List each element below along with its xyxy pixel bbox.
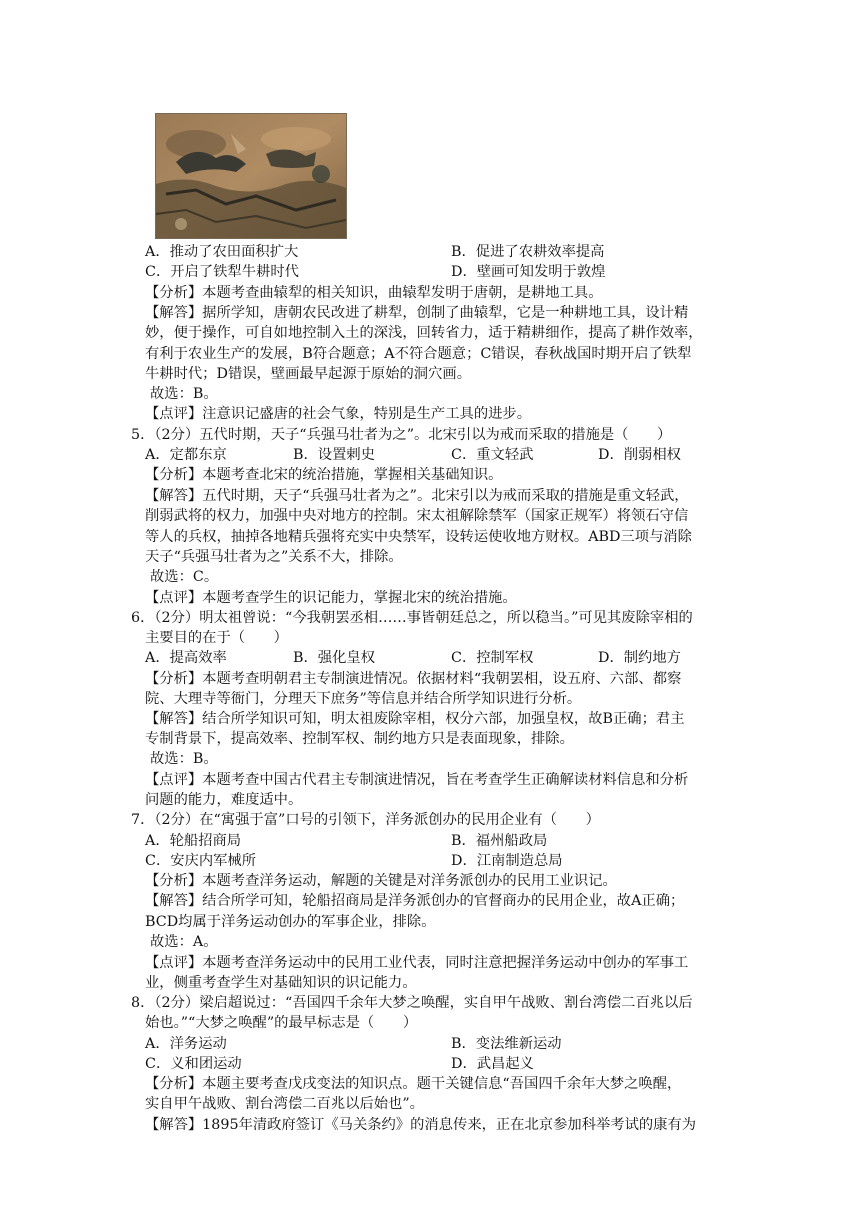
answer-text: 妙，便于操作，可自如地控制入土的深浅，回转省力，适于精耕细作，提高了耕作效率， <box>145 325 703 341</box>
option-d: D．制约地方 <box>598 650 681 666</box>
choice-text: 故选：B。 <box>150 751 218 767</box>
comment-text: 【点评】本题考查中国古代君主专制演进情况，旨在考查学生正确解读材料信息和分析 <box>145 772 689 788</box>
option-a: A．洋务运动 <box>145 1036 227 1052</box>
answer-text: 【解答】据所学知，唐朝农民改进了耕犁，创制了曲辕犁，它是一种耕地工具，设计精 <box>145 305 689 321</box>
options-row <box>145 262 745 282</box>
answer-text: BCD均属于洋务运动创办的军事企业，排除。 <box>145 914 436 930</box>
option-a: A．定都东京 <box>145 447 227 463</box>
option-c: C．安庆内军械所 <box>145 853 257 869</box>
analysis-text: 【分析】本题主要考查戊戌变法的知识点。题干关键信息“吾国四千余年大梦之唤醒， <box>145 1076 682 1092</box>
option-b: B．福州船政局 <box>451 833 548 849</box>
question-stem: 5．（2分）五代时期，天子“兵强马壮者为之”。北宋引以为戒而采取的措施是（ ） <box>131 427 672 443</box>
option-a: A．提高效率 <box>145 650 227 666</box>
options-row <box>145 445 745 465</box>
answer-text: 有利于农业生产的发展，B符合题意；A不符合题意；C错误，春秋战国时期开启了铁犁 <box>145 346 692 362</box>
option-d: D．削弱相权 <box>598 447 681 463</box>
choice-text: 故选：C。 <box>150 569 219 585</box>
analysis-text: 【分析】本题考查曲辕犁的相关知识，曲辕犁发明于唐朝，是耕地工具。 <box>145 285 603 301</box>
answer-text: 【解答】五代时期，天子“兵强马壮者为之”。北宋引以为戒而采取的措施是重文轻武， <box>145 488 689 504</box>
analysis-text: 【分析】本题考查明朝君主专制演进情况。依据材料“我朝罢相，设五府、六部、都察 <box>145 671 682 687</box>
option-a: A．轮船招商局 <box>145 833 242 849</box>
comment-text: 问题的能力，难度适中。 <box>145 792 303 808</box>
option-b: B．变法维新运动 <box>451 1036 562 1052</box>
comment-text: 【点评】本题考查洋务运动中的民用工业代表，同时注意把握洋务运动中创办的军事工 <box>145 955 689 971</box>
analysis-text: 院、大理寺等衙门，分理天下庶务”等信息并结合所学知识进行分析。 <box>145 691 582 707</box>
answer-text: 【解答】结合所学可知，轮船招商局是洋务派创办的官督商办的民用企业，故A正确； <box>145 893 685 909</box>
option-c: C．义和团运动 <box>145 1056 242 1072</box>
question-stem: 6．（2分）明太祖曾说：“今我朝罢丞相……事皆朝廷总之，所以稳当。”可见其废除宰相的 <box>131 610 693 626</box>
option-b: B．强化皇权 <box>293 650 375 666</box>
options-row <box>145 1034 745 1054</box>
options-row <box>145 1054 745 1074</box>
question-stem: 7．（2分）在“寓强于富”口号的引领下，洋务派创办的民用企业有（ ） <box>131 812 600 828</box>
options-row <box>145 648 745 668</box>
option-d: D．武昌起义 <box>451 1056 534 1072</box>
options-row <box>145 831 745 851</box>
analysis-text: 【分析】本题考查洋务运动，解题的关键是对洋务派创办的民用工业识记。 <box>145 873 617 889</box>
choice-text: 故选：A。 <box>150 934 218 950</box>
option-b: B．促进了农耕效率提高 <box>451 244 605 260</box>
option-a: A．推动了农田面积扩大 <box>145 244 299 260</box>
answer-text: 专制背景下，提高效率、控制军权、制约地方只是表面现象，排除。 <box>145 731 574 747</box>
option-b: B．设置剌史 <box>293 447 375 463</box>
question-stem: 始也。”“大梦之唤醒”的最早标志是（ ） <box>145 1015 418 1031</box>
option-d: D．江南制造总局 <box>451 853 563 869</box>
option-c: C．开启了铁犁牛耕时代 <box>145 264 299 280</box>
mural-image <box>155 113 347 239</box>
option-c: C．重文轻武 <box>451 447 534 463</box>
comment-text: 【点评】本题考查学生的识记能力，掌握北宋的统治措施。 <box>145 590 517 606</box>
answer-text: 【解答】结合所学知识可知，明太祖废除宰相，权分六部，加强皇权，故B正确；君主 <box>145 711 685 727</box>
comment-text: 业，侧重考查学生对基础知识的识记能力。 <box>145 975 417 991</box>
question-stem: 主要目的在于（ ） <box>145 630 288 646</box>
analysis-text: 实自甲午战败、割台湾偿二百兆以后始也”。 <box>145 1096 424 1112</box>
analysis-text: 【分析】本题考查北宋的统治措施，掌握相关基础知识。 <box>145 467 503 483</box>
answer-text: 等人的兵权，抽掉各地精兵强将充实中央禁军，设转运使收地方财权。ABD三项与消除 <box>145 529 692 545</box>
answer-text: 天子“兵强马壮者为之”关系不大，排除。 <box>145 549 403 565</box>
comment-text: 【点评】注意识记盛唐的社会气象，特别是生产工具的进步。 <box>145 406 532 422</box>
answer-text: 削弱武将的权力，加强中央对地方的控制。宋太祖解除禁军（国家正规军）将领石守信 <box>145 508 689 524</box>
option-d: D．壁画可知发明于敦煌 <box>451 264 606 280</box>
option-c: C．控制军权 <box>451 650 534 666</box>
options-row <box>145 851 745 871</box>
options-row <box>145 242 745 262</box>
answer-text: 【解答】1895年清政府签订《马关条约》的消息传来，正在北京参加科举考试的康有为 <box>145 1117 697 1133</box>
question-stem: 8．（2分）梁启超说过：“吾国四千余年大梦之唤醒，实自甲午战败、割台湾偿二百兆以后 <box>131 995 693 1011</box>
choice-text: 故选：B。 <box>150 386 218 402</box>
answer-text: 牛耕时代；D错误，壁画最早起源于原始的洞穴画。 <box>145 366 471 382</box>
